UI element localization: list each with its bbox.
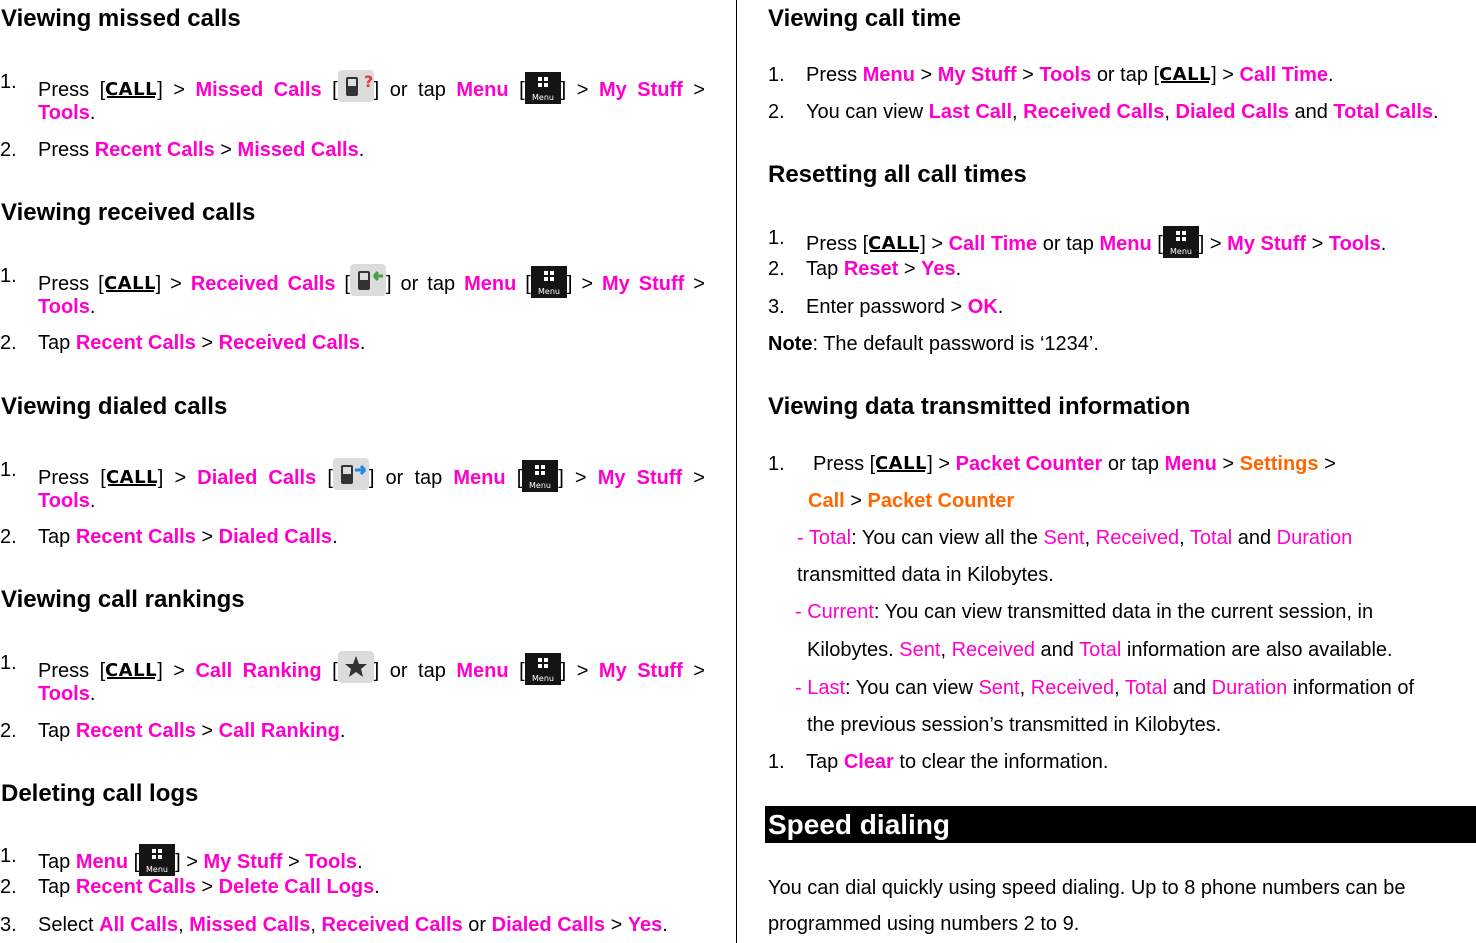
call-key-icon <box>868 232 920 252</box>
step-deleting-2: 2. Tap Recent Calls > Delete Call Logs. <box>0 876 380 898</box>
step-deleting-3: 3. Select All Calls, Missed Calls, Received Calls or Dialed Calls > Yes. <box>0 914 668 936</box>
heading-deleting-call-logs: Deleting call logs <box>1 780 199 807</box>
heading-call-time: Viewing call time <box>768 5 961 32</box>
step-missed-1: 1. Press [ ] > Missed Calls [ ? ] or tap Menu [ ] > My Stuff > <box>0 70 705 104</box>
call-key-icon <box>875 452 927 472</box>
step-rankings-1: 1. Press [ ] > Call Ranking [ ] or tap Menu [ ] > My Stuff > <box>0 651 705 685</box>
heading-resetting: Resetting all call times <box>768 161 1027 188</box>
heading-dialed-calls: Viewing dialed calls <box>1 393 228 420</box>
call-key-icon <box>1159 63 1211 83</box>
speed-dialing-banner: Speed dialing <box>765 806 1476 843</box>
call-key-icon <box>106 466 158 486</box>
received-call-icon <box>350 264 386 296</box>
heading-call-rankings: Viewing call rankings <box>1 586 245 613</box>
step-received-1: 1. Press [ ] > Received Calls [ ] or tap Menu [ ] > My Stuff > <box>0 264 705 298</box>
data-total-desc: - Total: You can view all the Sent, Received, Total and Duration <box>797 527 1353 549</box>
missed-call-icon <box>338 70 374 102</box>
step-calltime-2: 2. You can view Last Call, Received Calls, Dialed Calls and Total Calls. <box>768 101 1439 123</box>
menu-icon <box>525 653 561 685</box>
data-last-desc: - Last: You can view Sent, Received, Total and Duration information of <box>795 677 1414 699</box>
step-missed-2: 2. Press Recent Calls > Missed Calls. <box>0 139 365 161</box>
call-key-icon <box>105 78 157 98</box>
heading-data-transmitted: Viewing data transmitted information <box>768 393 1191 420</box>
step-rankings-2: 2. Tap Recent Calls > Call Ranking. <box>0 720 346 742</box>
menu-icon <box>525 72 561 104</box>
step-clear: 1. Tap Clear to clear the information. <box>768 751 1109 773</box>
svg-text:?: ? <box>363 72 373 91</box>
menu-icon <box>1163 226 1199 258</box>
step-dialed-2: 2. Tap Recent Calls > Dialed Calls. <box>0 526 338 548</box>
menu-icon <box>522 460 558 492</box>
column-divider <box>736 0 737 943</box>
call-key-icon <box>105 659 157 679</box>
data-current-desc: - Current: You can view transmitted data in the current session, in <box>795 601 1374 623</box>
dialed-call-icon <box>333 458 369 490</box>
step-deleting-1: 1. Tap Menu [ ] > My Stuff > Tools. <box>0 844 17 868</box>
call-key-icon <box>104 272 156 292</box>
step-reset-2: 2. Tap Reset > Yes. <box>768 258 962 280</box>
menu-icon <box>139 844 175 876</box>
heading-missed-calls: Viewing missed calls <box>1 5 241 32</box>
heading-received-calls: Viewing received calls <box>1 199 256 226</box>
menu-icon <box>531 266 567 298</box>
step-reset-3: 3. Enter password > OK. <box>768 296 1004 318</box>
note: Note: The default password is ‘1234’. <box>768 333 1099 355</box>
step-calltime-1: 1. Press Menu > My Stuff > Tools or tap [ ] > Call Time. <box>768 64 1334 86</box>
speed-dialing-text-1: You can dial quickly using speed dialing. Up to 8 phone numbers can be <box>768 877 1406 899</box>
speed-dialing-text-2: programmed using numbers 2 to 9. <box>768 913 1080 935</box>
step-dialed-1: 1. Press [ ] > Dialed Calls [ ] or tap Menu [ ] > My Stuff > <box>0 458 705 492</box>
step-data-1: 1. Press [ ] > Packet Counter or tap Menu > Settings > <box>768 453 1336 475</box>
star-icon <box>338 651 374 683</box>
step-reset-1: 1. Press [ ] > Call Time or tap Menu [ ] > My Stuff > Tools. <box>768 226 785 250</box>
step-received-2: 2. Tap Recent Calls > Received Calls. <box>0 332 366 354</box>
